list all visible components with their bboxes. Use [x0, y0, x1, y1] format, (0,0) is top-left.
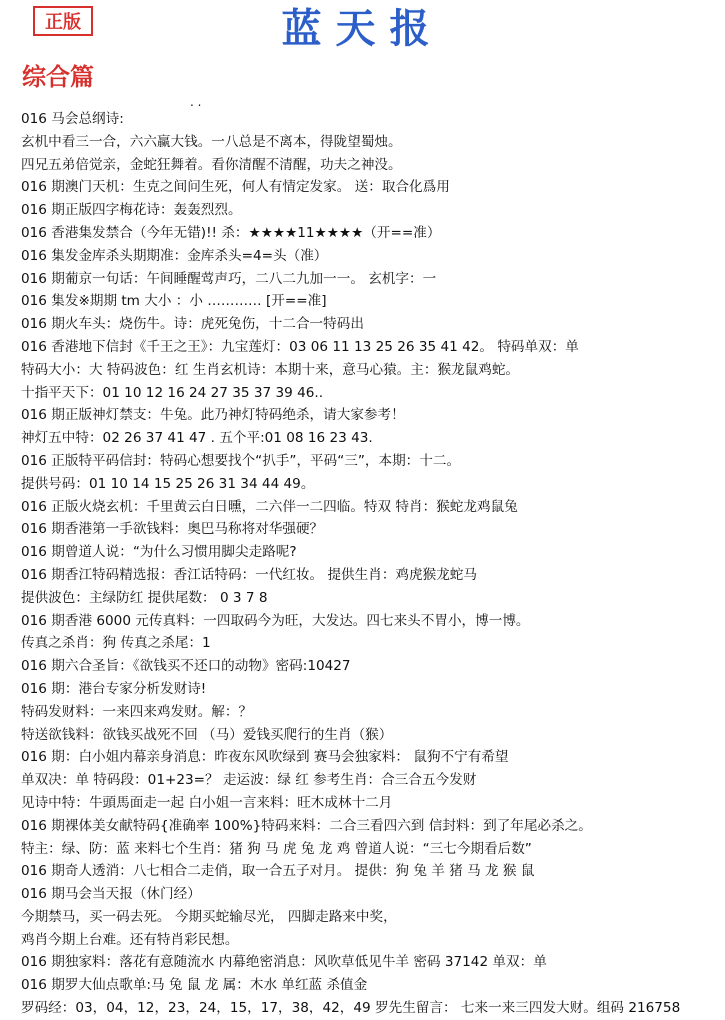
text-line: 016 正版火烧玄机：千里黄云白日曛，二六伴一二四临。特双 特肖：猴蛇龙鸡鼠兔 — [21, 498, 518, 515]
text-line: 传真之杀肖：狗 传真之杀尾：1 — [21, 635, 211, 652]
text-line: 鸡肖今期上台难。还有特肖彩民想。 — [21, 931, 239, 948]
edition-badge: 正版 — [33, 6, 93, 36]
text-line: 见诗中特：牛頭馬面走一起 白小姐一言来料：旺木成林十二月 — [21, 794, 393, 811]
document-body — [21, 108, 721, 1020]
text-line: 016 期正版神灯禁支：牛兔。此乃神灯特码绝杀，请大家参考！ — [21, 407, 405, 424]
page-title: 蓝天报 — [281, 5, 444, 52]
text-line: 016 期曾道人说：“为什么习惯用脚尖走路呢? — [21, 544, 297, 561]
text-line: 016 期罗大仙点歌单:马 兔 鼠 龙 属：木水 单红蓝 杀值金 — [21, 977, 368, 994]
text-line: 016 香港集发禁合（今年无错)!! 杀：★★★★11★★★★（开==准） — [21, 224, 441, 241]
text-line: 016 期香港第一手欲钱料：奥巴马称将对华强硬？ — [21, 521, 324, 538]
text-line: 特送欲钱料：欲钱买战死不回 （马）爱钱买爬行的生肖（猴） — [21, 726, 393, 743]
text-line: 神灯五中特：02 26 37 41 47 . 五个平:01 08 16 23 43. — [21, 430, 373, 447]
text-line: 016 香港地下信封《千王之王》：九宝莲灯：03 06 11 13 25 26 35 41 42。 特码单双：单 — [21, 338, 579, 355]
text-line: 016 期火车头：烧伤牛。诗：虎死兔伤，十二合一特码出 — [21, 316, 364, 333]
text-line: 特码发财料：一来四来鸡发财。解：？ — [21, 703, 253, 720]
text-line: 四兄五弟倍觉亲，金蛇狂舞着。看你清醒不清醒，功夫之神没。 — [21, 156, 402, 173]
text-line: 016 期裸体美女献特码{准确率 100%}特码来料：二合三看四六到 信封料：到了年尾必杀之。 — [21, 817, 592, 834]
text-line: 十指平天下：01 10 12 16 24 27 35 37 39 46.. — [21, 384, 324, 401]
text-line: 单双决：单 特码段：01+23=？ 走运波：绿 红 参考生肖：合三合五今发财 — [21, 772, 477, 789]
text-line: 016 正版特平码信封：特码心想要找个“扒手”，平码“三”，本期：十二。 — [21, 452, 461, 469]
text-line: 016 期澳门天机：生克之间问生死，何人有情定发家。 送：取合化爲用 — [21, 179, 450, 196]
text-line: 016 集发※期期 tm 大小 ：小 ………… [开==准] — [21, 293, 327, 310]
text-line: 提供波色：主绿防红 提供尾数： 0 3 7 8 — [21, 589, 268, 606]
text-line: 016 期香港 6000 元传真料：一四取码今为旺，大发达。四七来头不胃小，博一博。 — [21, 612, 530, 629]
decorative-dots: . . — [190, 95, 202, 109]
text-line: 016 期六合圣旨：《欲钱买不还口的动物》密码:10427 — [21, 658, 351, 675]
text-line: 016 期香江特码精选报：香江话特码：一代红妆。 提供生肖：鸡虎猴龙蛇马 — [21, 566, 477, 583]
section-heading: 综合篇 — [22, 62, 94, 91]
text-line: 016 马会总纲诗: — [21, 111, 124, 127]
text-line: 特主：绿、防：蓝 来料七个生肖：猪 狗 马 虎 兔 龙 鸡 曾道人说：“三七今期看后数” — [21, 840, 532, 857]
text-line: 016 期奇人透消：八七相合二走俏，取一合五子对月。 提供：狗 兔 羊 猪 马 龙 猴 鼠 — [21, 863, 535, 880]
text-line: 今期禁马，买一码去死。 今期买蛇输尽光， 四脚走路来中奖， — [21, 908, 397, 925]
text-line: 玄机中看三一合，六六赢大钱。一八总是不离本，得陇望蜀烛。 — [21, 133, 402, 150]
text-line: 016 期独家料：落花有意随流水 内幕绝密消息：风吹草低见牛羊 密码 37142 单双：单 — [21, 954, 547, 971]
text-line: 特码大小：大 特码波色：红 生肖玄机诗：本期十来，意马心猿。主：猴龙鼠鸡蛇。 — [21, 361, 520, 378]
text-line: 016 期：港台专家分析发财诗! — [21, 680, 207, 697]
text-line: 016 期马会当天报（休门经） — [21, 886, 201, 903]
text-line: 016 期：白小姐内幕亲身消息：昨夜东风吹绿到 赛马会独家料： 鼠狗不宁有希望 — [21, 749, 509, 766]
text-line: 016 集发金库杀头期期准：金库杀头=4=头（准） — [21, 247, 328, 264]
text-line: 016 期葡京一句话：午间睡醒莺声巧，二八二九加一一。 玄机字：一 — [21, 270, 437, 287]
text-line: 罗码经：03，04，12，23，24，15，17，38，42，49 罗先生留言： 七来一来三四发大财。组码 216758 — [21, 1000, 681, 1017]
text-line: 提供号码：01 10 14 15 25 26 31 34 44 49。 — [21, 475, 315, 492]
text-line: 016 期正版四字梅花诗：轰轰烈烈。 — [21, 202, 242, 219]
